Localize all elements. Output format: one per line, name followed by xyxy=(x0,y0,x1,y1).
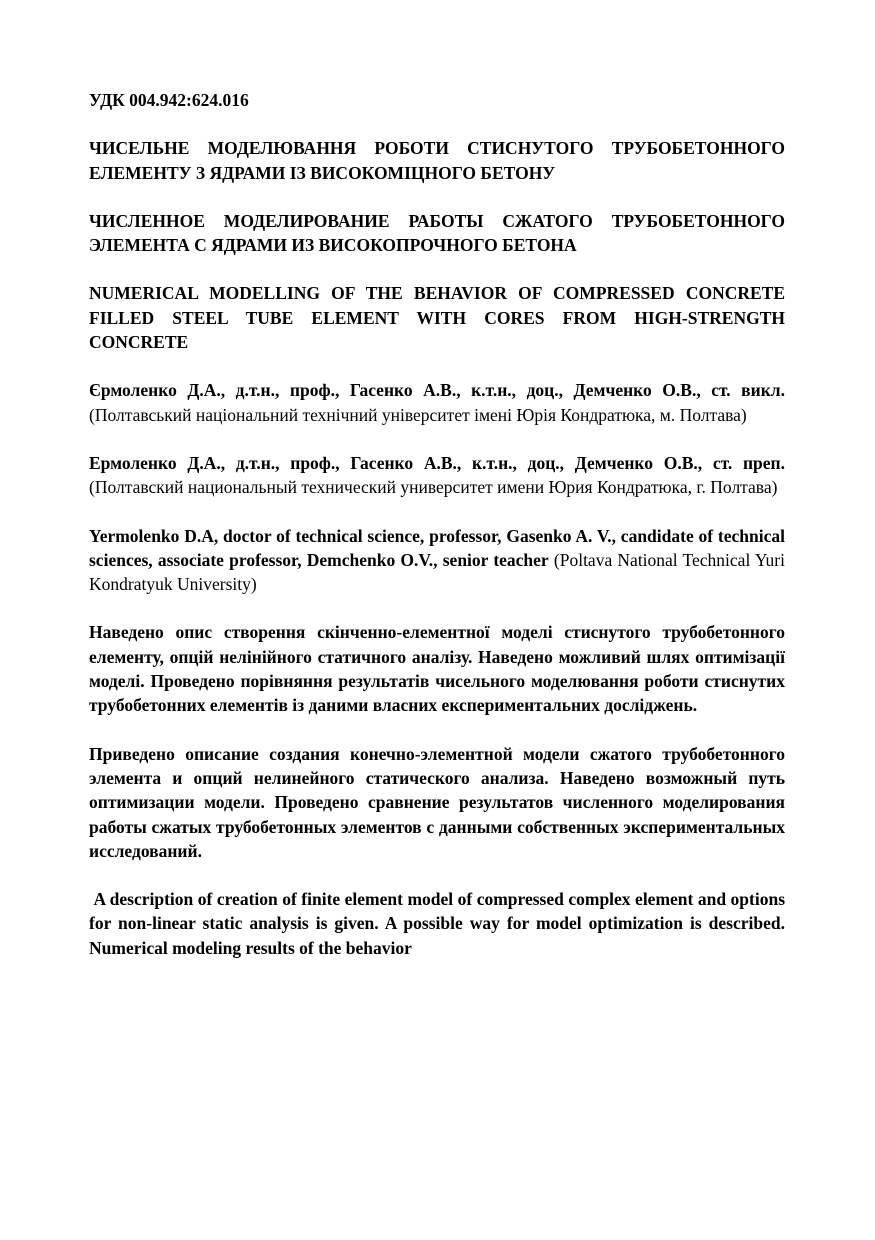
author-names: Єрмоленко Д.А., д.т.н., проф., Гасенко А.В., к.т.н., доц., Демченко О.В., ст. викл. xyxy=(89,380,785,401)
authors-english xyxy=(89,524,785,597)
author-affiliation: (Полтавський національний технічний університет імені Юрія Кондратюка, м. Полтава) xyxy=(89,404,747,425)
author-affiliation: (Полтавский национальный технический университет имени Юрия Кондратюка, г. Полтава) xyxy=(89,477,778,498)
paper-front-matter xyxy=(89,88,790,984)
title-ukrainian: ЧИСЕЛЬНЕ МОДЕЛЮВАННЯ РОБОТИ СТИСНУТОГО ТРУБОБЕТОННОГО ЕЛЕМЕНТУ З ЯДРАМИ ІЗ ВИСОКОМІЦНОГО БЕТОНУ xyxy=(89,138,785,183)
authors-russian xyxy=(89,451,785,500)
abstract-ukrainian: Наведено опис створення скінченно-елементної моделі стиснутого трубобетонного елементу, опцій нелінійного статичного аналізу. Наведено можливий шлях оптимізації моделі. Проведено порівняння результатів чисельного моделювання роботи стиснутих трубобетонних елементів із даними власних експериментальних досліджень. xyxy=(89,622,785,716)
udc-code: УДК 004.942:624.016 xyxy=(89,90,249,110)
title-russian: ЧИСЛЕННОЕ МОДЕЛИРОВАНИЕ РАБОТЫ СЖАТОГО ТРУБОБЕТОННОГО ЭЛЕМЕНТА С ЯДРАМИ ИЗ ВИСОКОПРОЧНОГО БЕТОНА xyxy=(89,210,785,256)
author-names: Ермоленко Д.А., д.т.н., проф., Гасенко А.В., к.т.н., доц., Демченко О.В., ст. преп. xyxy=(89,452,785,473)
author-affiliation: (Poltava National Technical Yuri Kondratyuk University) xyxy=(89,549,785,595)
author-names: Yermolenko D.A, doctor of technical science, professor, Gasenko A. V., candidate of technical sciences, associate professor, Demchenko O.V., senior teacher xyxy=(89,525,785,570)
abstract-russian: Приведено описание создания конечно-элементной модели сжатого трубобетонного элемента и опций нелинейного статического анализа. Наведено возможный путь оптимизации модели. Проведено сравнение результатов численного моделирования работы сжатых трубобетонных элементов с данными собственных экспериментальных исследований. xyxy=(89,743,785,861)
abstract-english: A description of creation of finite element model of compressed complex element and options for non-linear static analysis is given. A possible way for model optimization is described. Numerical modeling results of the behavior xyxy=(89,889,790,958)
authors-ukrainian xyxy=(89,378,785,427)
title-english: NUMERICAL MODELLING OF THE BEHAVIOR OF COMPRESSED CONCRETE FILLED STEEL TUBE ELEMENT WITH CORES FROM HIGH-STRENGTH CONCRETE xyxy=(89,283,785,353)
